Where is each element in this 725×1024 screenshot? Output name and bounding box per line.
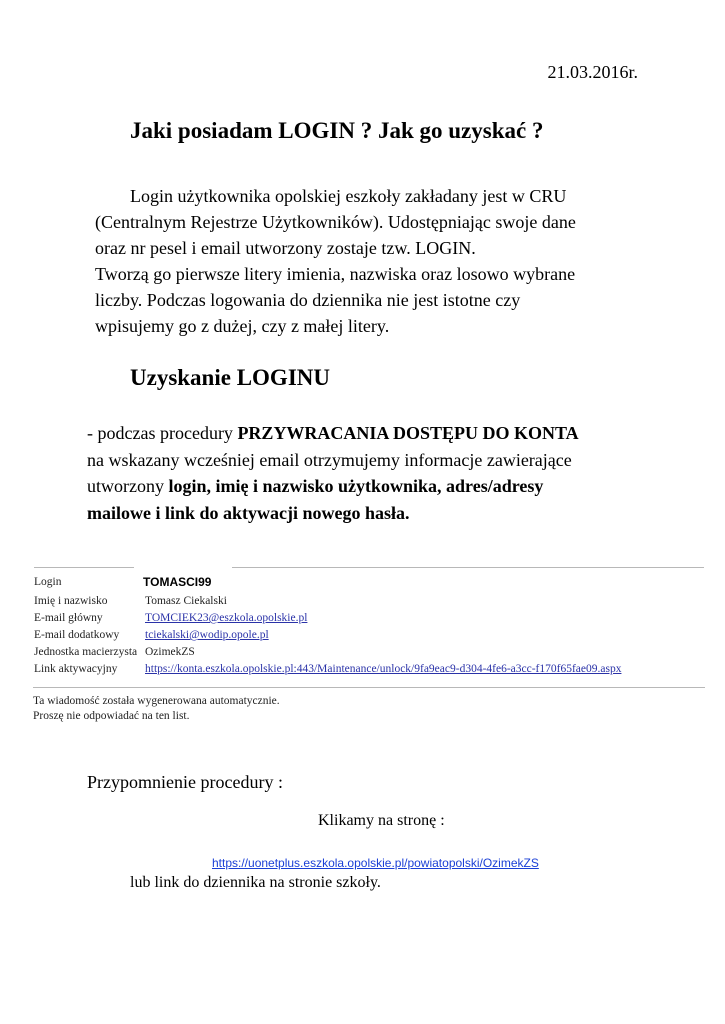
paragraph-line: (Centralnym Rejestrze Użytkowników). Udostępniając swoje dane xyxy=(95,212,576,232)
text-plain: utworzony xyxy=(87,476,169,496)
primary-email-link[interactable]: TOMCIEK23@eszkola.opolskie.pl xyxy=(145,612,308,624)
paragraph-line: wpisujemy go z dużej, czy z małej litery. xyxy=(95,316,390,336)
paragraph-line: liczby. Podczas logowania do dziennika nie jest istotne czy xyxy=(95,290,521,310)
secondary-email-link[interactable]: tciekalski@wodip.opole.pl xyxy=(145,629,269,641)
email-top-rule-left xyxy=(34,567,134,568)
paragraph-login-description xyxy=(95,183,655,339)
activation-link[interactable]: https://konta.eszkola.opolskie.pl:443/Maintenance/unlock/9fa9eac9-d304-4fe6-a3cc-f170f65fae09.aspx xyxy=(145,663,622,675)
email-row-label: E-mail dodatkowy xyxy=(34,629,120,641)
email-row-label: Imię i nazwisko xyxy=(34,595,108,607)
paragraph-line: na wskazany wcześniej email otrzymujemy informacje zawierające xyxy=(87,449,572,470)
email-row-value: Tomasz Ciekalski xyxy=(145,595,227,607)
text-plain: - podczas procedury xyxy=(87,423,238,443)
paragraph-line xyxy=(87,500,667,527)
text-bold: PRZYWRACANIA DOSTĘPU DO KONTA xyxy=(237,423,579,443)
email-row-value: OzimekZS xyxy=(145,646,195,658)
procedure-reminder-label: Przypomnienie procedury : xyxy=(87,772,283,792)
email-row-label: Jednostka macierzysta xyxy=(34,646,138,658)
auto-generated-notice xyxy=(33,694,280,724)
document-date: 21.03.2016r. xyxy=(547,62,638,82)
heading-obtaining-login: Uzyskanie LOGINU xyxy=(130,365,330,390)
email-top-rule-right xyxy=(232,567,704,568)
paragraph-line: Tworzą go pierwsze litery imienia, nazwiska oraz losowo wybrane xyxy=(95,264,576,284)
text-bold: mailowe i link do aktywacji nowego hasła. xyxy=(87,502,410,523)
email-bottom-rule xyxy=(33,687,705,688)
email-row-value: TOMASCI99 xyxy=(143,575,212,589)
email-row-label: Login xyxy=(34,576,62,588)
email-row-label: E-mail główny xyxy=(34,612,103,624)
notice-line: Proszę nie odpowiadać na ten list. xyxy=(33,710,190,722)
text-bold: login, imię i nazwisko użytkownika, adres/adresy xyxy=(168,476,544,496)
notice-line: Ta wiadomość została wygenerowana automatycznie. xyxy=(33,695,280,707)
paragraph-line xyxy=(87,420,667,447)
paragraph-line xyxy=(87,473,667,500)
uonet-url-link[interactable]: https://uonetplus.eszkola.opolskie.pl/powiatopolski/OzimekZS xyxy=(212,856,539,870)
click-instruction: Klikamy na stronę : xyxy=(318,812,445,829)
paragraph-line: Login użytkownika opolskiej eszkoły zakładany jest w CRU xyxy=(130,186,567,206)
paragraph-recovery-procedure xyxy=(87,420,667,526)
paragraph-line: oraz nr pesel i email utworzony zostaje tzw. LOGIN. xyxy=(95,238,476,258)
email-row-label: Link aktywacyjny xyxy=(34,663,118,675)
school-link-note: lub link do dziennika na stronie szkoły. xyxy=(130,874,381,891)
heading-login-question: Jaki posiadam LOGIN ? Jak go uzyskać ? xyxy=(130,118,544,143)
